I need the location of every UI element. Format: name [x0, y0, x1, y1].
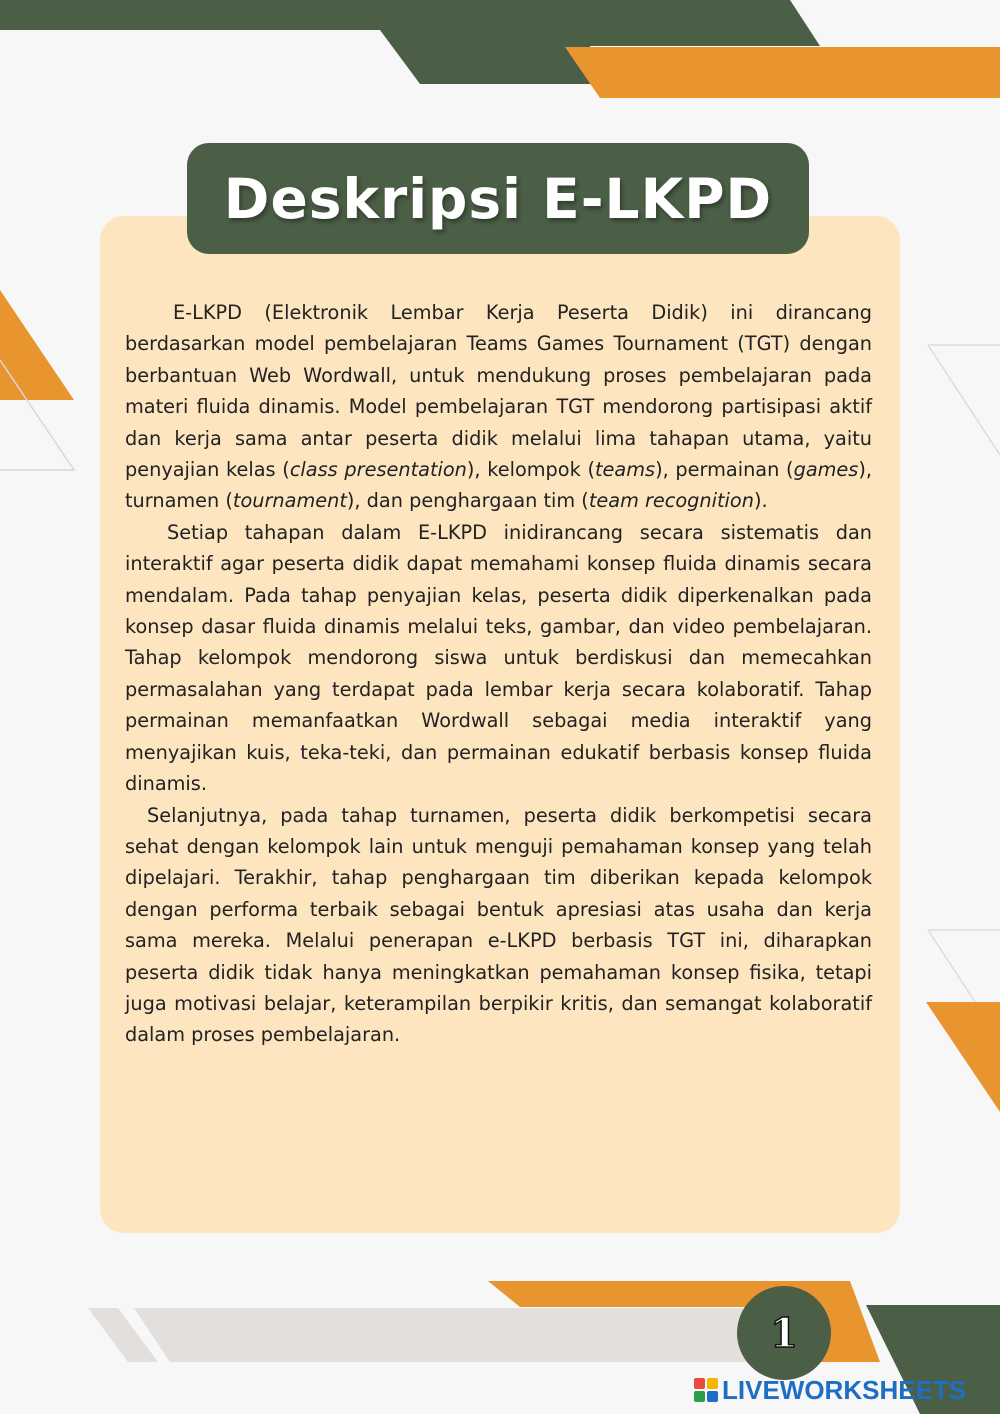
- italic-term: games: [793, 458, 859, 482]
- description-body: [125, 297, 872, 1051]
- italic-term: teams: [594, 458, 656, 482]
- italic-term: tournament: [232, 489, 347, 513]
- text-segment: ), dan penghargaan tim (: [346, 489, 589, 513]
- title-banner: [187, 143, 809, 254]
- page-number-badge: [737, 1286, 831, 1380]
- text-segment: ), kelompok (: [466, 458, 595, 482]
- page-title: Deskripsi E-LKPD: [223, 166, 773, 231]
- text-segment: ), permainan (: [655, 458, 794, 482]
- italic-term: team recognition: [588, 489, 754, 513]
- text-segment: ).: [753, 489, 768, 513]
- page-number: 1: [770, 1309, 798, 1357]
- text-segment: ), turnamen (: [125, 458, 872, 513]
- paragraph-2: [125, 517, 872, 800]
- text-segment: E-LKPD (Elektronik Lembar Kerja Peserta Didik) ini dirancang berdasarkan model pembelajaran Teams Games Tournament (TGT) dengan berbantuan Web Wordwall, untuk mendukung proses pembelajaran pada materi fluida dinamis. Model pembelajaran TGT mendorong partisipasi aktif dan kerja sama antar peserta didik melalui lima tahapan utama, yaitu penyajian kelas (: [125, 301, 872, 482]
- watermark-text: LIVEWORKSHEETS: [722, 1374, 967, 1405]
- text-segment: Setiap tahapan dalam E-LKPD inidirancang secara sistematis dan interaktif agar peserta didik dapat memahami konsep fluida dinamis secara mendalam. Pada tahap penyajian kelas, peserta didik diperkenalkan pada konsep dasar fluida dinamis melalui teks, gambar, dan video pembelajaran. Tahap kelompok mendorong siswa untuk berdiskusi dan memecahkan permasalahan yang terdapat pada lembar kerja secara kolaboratif. Tahap permainan memanfaatkan Wordwall sebagai media interaktif yang menyajikan kuis, teka-teki, dan permainan edukatif berbasis konsep fluida dinamis.: [125, 520, 872, 796]
- liveworksheets-logo-icon: [694, 1378, 718, 1402]
- italic-term: class presentation: [289, 458, 467, 482]
- text-segment: Selanjutnya, pada tahap turnamen, peserta didik berkompetisi secara sehat dengan kelompok lain untuk menguji pemahaman konsep yang telah dipelajari. Terakhir, tahap penghargaan tim diberikan kepada kelompok dengan performa terbaik sebagai bentuk apresiasi atas usaha dan kerja sama mereka. Melalui penerapan e-LKPD berbasis TGT ini, diharapkan peserta didik tidak hanya meningkatkan pemahaman konsep fisika, tetapi juga motivasi belajar, keterampilan berpikir kritis, dan semangat kolaboratif dalam proses pembelajaran.: [125, 803, 872, 1047]
- paragraph-1: [125, 297, 872, 517]
- paragraph-3: [125, 800, 872, 1051]
- liveworksheets-watermark: [694, 1375, 966, 1405]
